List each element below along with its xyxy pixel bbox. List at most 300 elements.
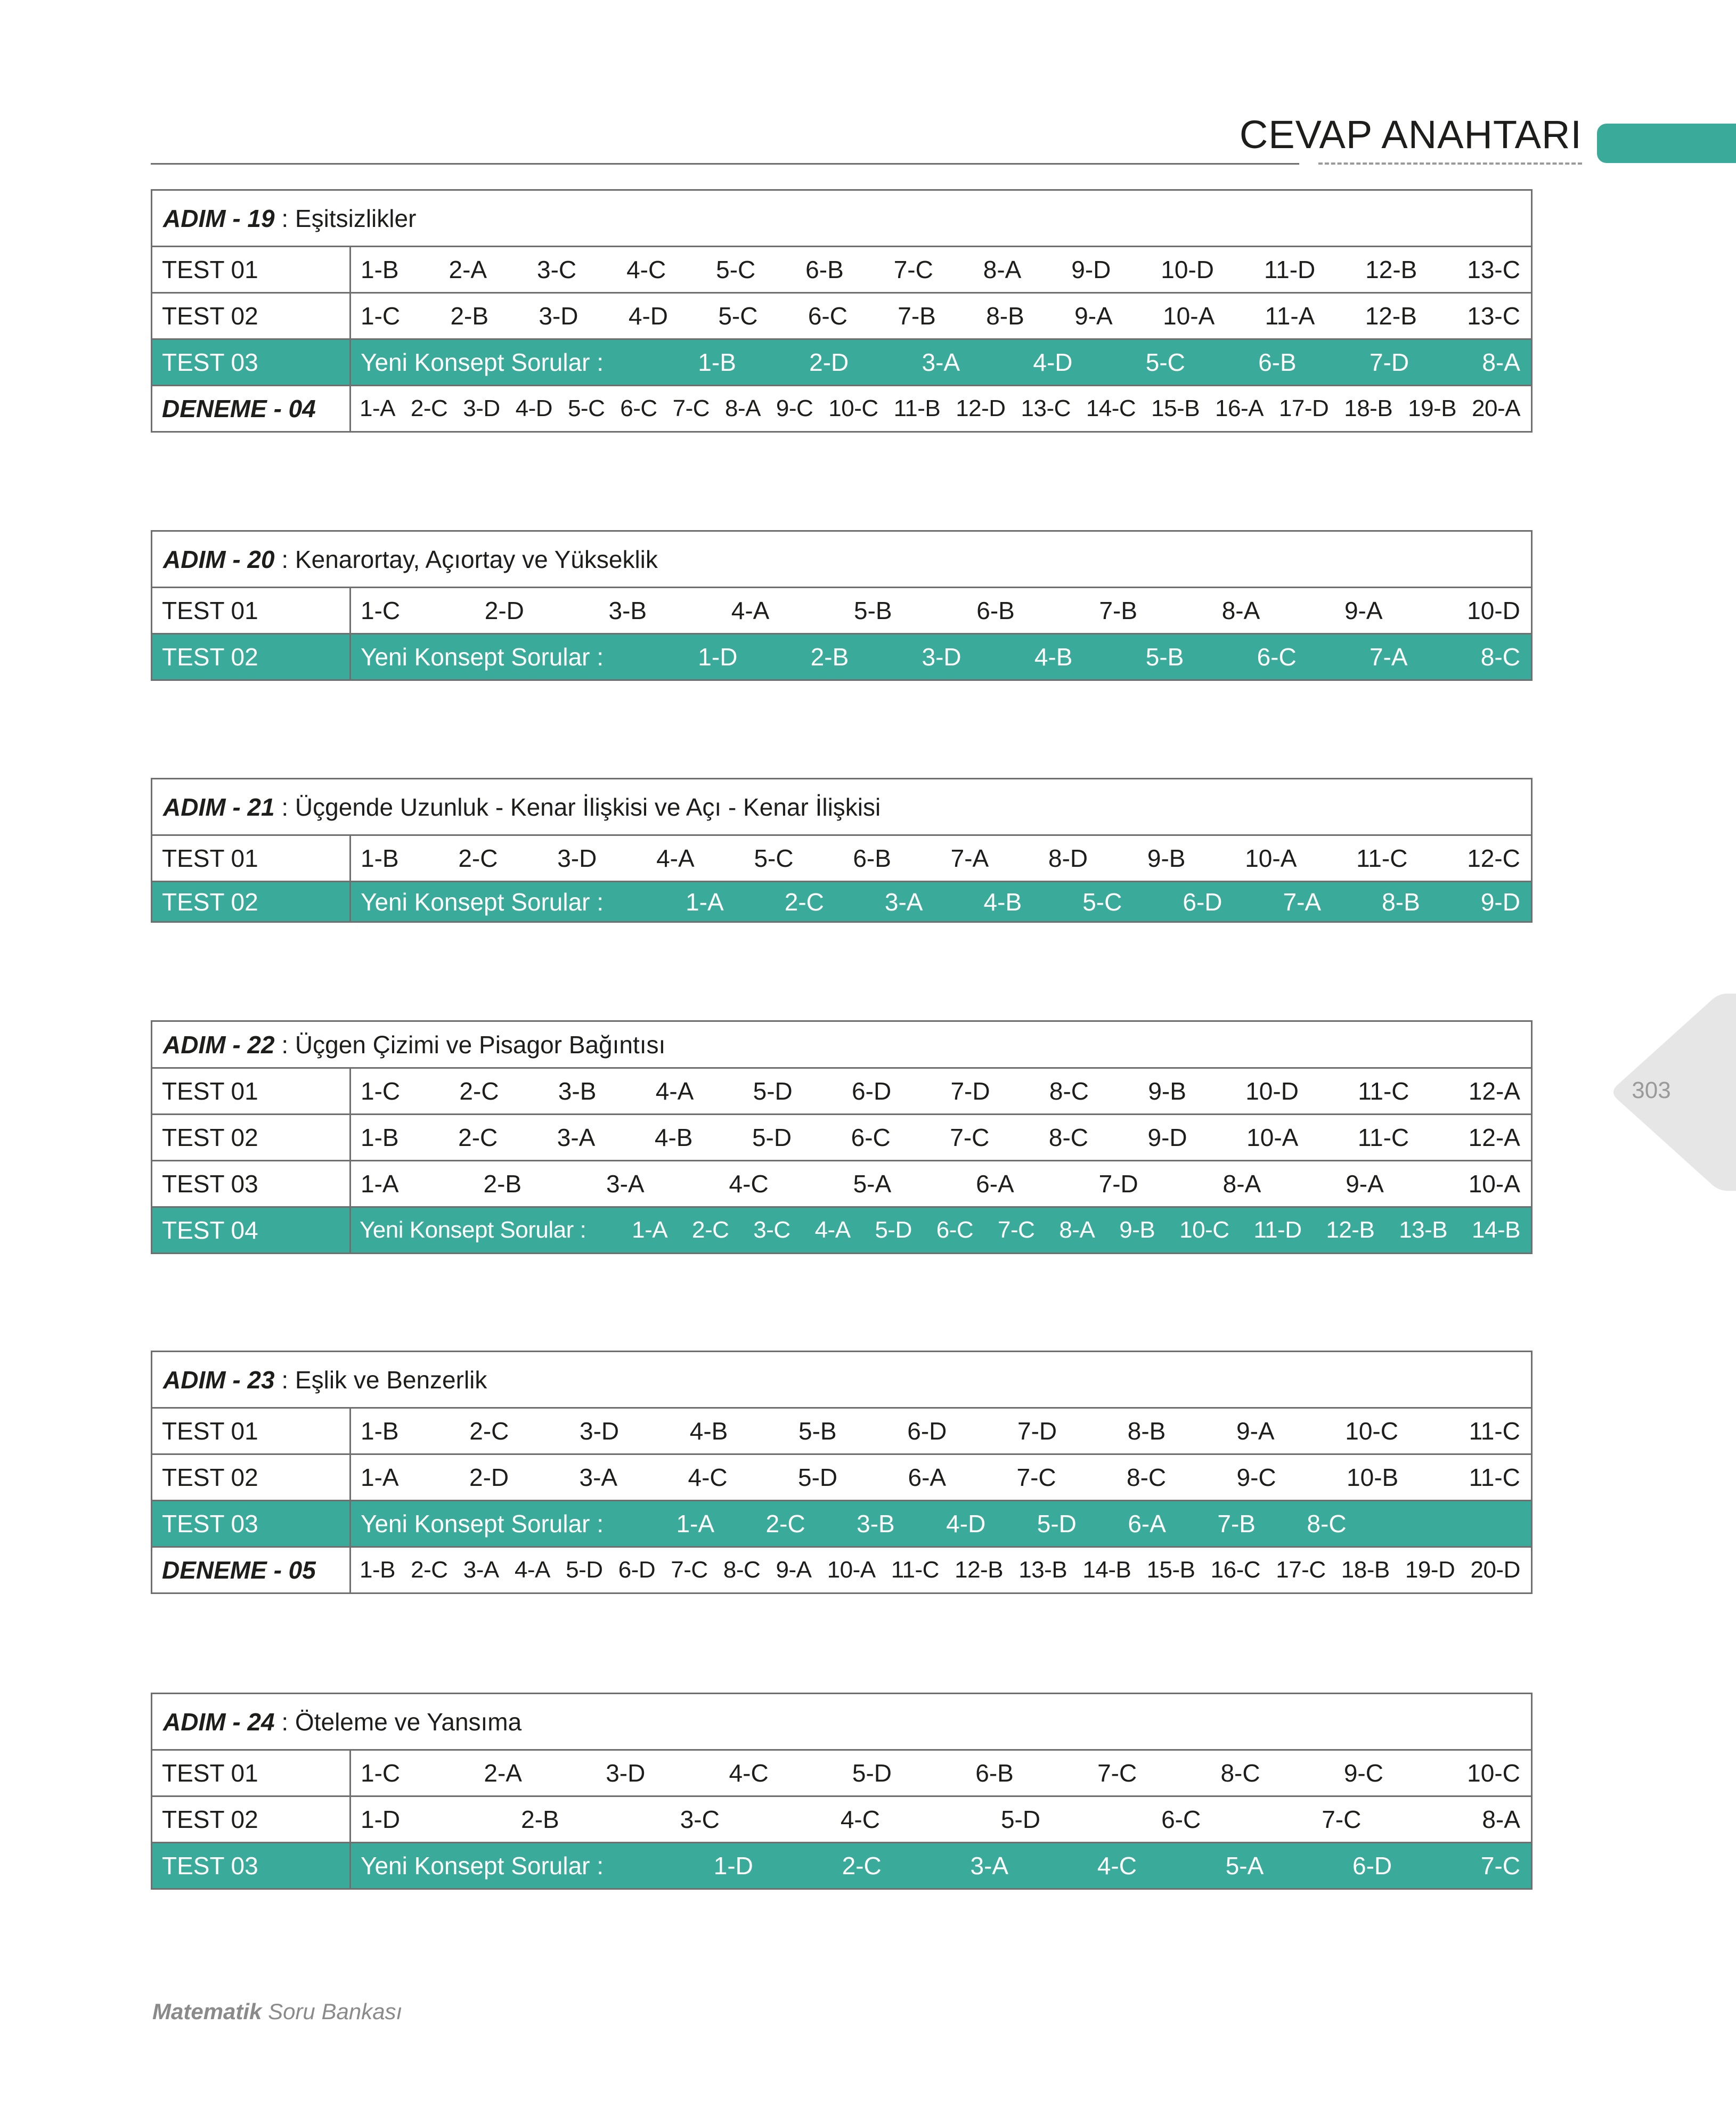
answer-item: 8-C [723,1557,761,1583]
answer-item: 18-B [1341,1557,1390,1583]
answer-item: 16-A [1215,395,1264,421]
table-title [152,532,1531,587]
new-concept-label: Yeni Konsept Sorular : [361,888,604,916]
answer-item: 8-C [1220,1759,1260,1787]
test-label: TEST 01 [152,588,351,633]
table-row [152,1453,1531,1500]
new-concept-label: Yeni Konsept Sorular : [361,1852,604,1880]
answer-item: 7-C [893,256,933,283]
answer-item: 12-D [956,395,1006,421]
answer-item: 3-B [608,597,647,624]
test-label: TEST 02 [152,1797,351,1842]
answer-item: 1-B [698,348,736,376]
answer-item: 6-C [808,302,847,330]
answer-item: 7-C [672,395,710,421]
table-row [152,1546,1531,1592]
step-number: ADIM - 23 [163,1365,275,1394]
answer-table [151,1351,1533,1594]
step-number: ADIM - 22 [163,1030,275,1059]
answer-item: 5-C [1145,348,1185,376]
answer-list [351,1161,1531,1206]
page-number: 303 [1632,1077,1671,1103]
answer-list [351,247,1531,292]
answer-item: 2-C [469,1417,509,1445]
answer-item: 9-C [776,395,813,421]
answer-item: 8-B [986,302,1024,330]
answer-item: 19-D [1405,1557,1455,1583]
answer-item: 9-B [1148,1077,1186,1105]
answer-item: 1-B [361,844,399,872]
answer-item: 4-A [656,844,695,872]
answer-item: 10-C [1179,1217,1229,1243]
answer-item: 4-D [1033,348,1073,376]
answer-item: 7-C [998,1217,1035,1243]
answer-item: 10-B [1347,1463,1399,1491]
test-label: TEST 03 [152,1501,351,1546]
step-topic: : Öteleme ve Yansıma [274,1708,522,1736]
test-label: TEST 02 [152,294,351,338]
answer-item: 4-C [729,1170,769,1198]
answer-item: 6-C [851,1124,891,1151]
answer-item: 1-A [361,1170,399,1198]
test-label: TEST 02 [152,882,351,921]
answer-list [351,1208,1531,1253]
answer-item: 7-C [1322,1806,1362,1833]
answer-item: 3-D [463,395,500,421]
answer-item: 1-B [361,1124,399,1151]
answer-item: 1-A [686,888,724,916]
answer-item: 8-C [1307,1510,1347,1538]
answer-item: 1-C [361,597,401,624]
answer-item: 5-C [567,395,605,421]
answer-item: 9-B [1147,844,1186,872]
answer-item: 3-A [606,1170,645,1198]
answer-item: 5-D [566,1557,603,1583]
test-label: TEST 01 [152,1069,351,1113]
answer-item: 5-B [1145,643,1184,671]
answer-item: 2-B [521,1806,559,1833]
answer-item: 10-A [1246,1124,1299,1151]
answer-item: 9-A [1346,1170,1384,1198]
answer-item: 4-B [983,888,1022,916]
answer-item: 4-C [626,256,666,283]
answer-item: 9-A [1074,302,1113,330]
header-rule [151,163,1299,165]
answer-item: 10-D [1161,256,1215,283]
answer-item: 13-C [1021,395,1071,421]
answer-item: 13-B [1399,1217,1448,1243]
answer-item: 4-D [515,395,553,421]
answer-list [351,1501,1531,1546]
answer-list [351,588,1531,633]
step-number: ADIM - 21 [163,793,275,821]
answer-item: 8-C [1048,1124,1089,1151]
answer-item: 5-C [1082,888,1122,916]
answer-item: 1-C [361,1759,401,1787]
answer-item: 1-C [361,302,401,330]
answer-item: 8-A [1059,1217,1095,1243]
answer-item: 5-B [798,1417,837,1445]
answer-list [351,882,1531,921]
answer-item: 14-B [1082,1557,1131,1583]
test-label: TEST 01 [152,1751,351,1795]
answer-item: 6-A [976,1170,1014,1198]
answer-item: 8-C [1127,1463,1167,1491]
answer-item: 2-D [484,597,524,624]
answer-list [351,1843,1531,1888]
answer-list [351,1548,1531,1592]
answer-item: 3-A [970,1852,1009,1880]
new-concept-label: Yeni Konsept Sorular : [361,1510,604,1538]
answer-item: 9-C [1343,1759,1383,1787]
answer-list [351,836,1531,881]
answer-item: 8-D [1048,844,1088,872]
answer-item: 9-D [1071,256,1111,283]
answer-item: 3-D [557,844,597,872]
answer-item: 3-B [558,1077,597,1105]
answer-item: 5-D [1000,1806,1041,1833]
table-row [152,1795,1531,1842]
answer-item: 6-B [975,1759,1014,1787]
answer-list [351,635,1531,679]
answer-item: 4-C [840,1806,880,1833]
header-dashed-underline [1318,162,1582,165]
answer-item: 11-C [1469,1463,1520,1491]
answer-item: 3-D [539,302,578,330]
answer-item: 13-C [1467,302,1520,330]
answer-item: 7-C [1480,1852,1520,1880]
step-topic: : Kenarortay, Açıortay ve Yükseklik [274,545,658,573]
answer-item: 4-D [946,1510,986,1538]
table-row [152,881,1531,921]
answer-item: 3-A [463,1557,499,1583]
answer-item: 5-A [1225,1852,1264,1880]
answer-item: 5-D [852,1759,892,1787]
footer-subject: Matematik [152,1999,262,2024]
answer-item: 8-A [1222,1170,1261,1198]
answer-item: 9-A [776,1557,812,1583]
answer-item: 6-A [908,1463,947,1491]
step-number: ADIM - 19 [163,204,275,232]
answer-item: 2-C [842,1852,882,1880]
answer-item: 8-C [1049,1077,1089,1105]
answer-item: 4-A [655,1077,694,1105]
answer-item: 2-D [469,1463,509,1491]
table-row [152,1407,1531,1453]
answer-item: 3-A [579,1463,618,1491]
answer-item: 8-C [1480,643,1520,671]
table-title [152,779,1531,834]
answer-item: 2-B [450,302,489,330]
answer-item: 5-D [798,1463,838,1491]
answer-item: 4-C [1097,1852,1137,1880]
answer-item: 7-A [1369,643,1408,671]
answer-item: 6-C [1257,643,1297,671]
answer-item: 4-B [1034,643,1073,671]
answer-item: 3-C [753,1217,790,1243]
answer-item: 1-A [676,1510,715,1538]
test-label: TEST 01 [152,836,351,881]
answer-item: 7-D [950,1077,990,1105]
answer-table [151,1020,1533,1254]
answer-list [351,340,1531,385]
answer-item: 8-A [983,256,1022,283]
table-title [152,1022,1531,1067]
table-row [152,1113,1531,1160]
answer-item: 7-C [950,1124,990,1151]
answer-item: 9-D [1147,1124,1187,1151]
answer-item: 4-C [688,1463,728,1491]
answer-item: 17-D [1278,395,1329,421]
table-row [152,385,1531,431]
table-row [152,1842,1531,1888]
answer-item: 1-B [360,1557,395,1583]
table-row [152,1206,1531,1253]
new-concept-label: Yeni Konsept Sorular : [361,348,604,376]
answer-item: 2-B [810,643,849,671]
answer-item: 10-C [1345,1417,1398,1445]
answer-item: 11-B [893,395,941,421]
answer-item: 6-D [1352,1852,1392,1880]
answer-item: 3-A [884,888,923,916]
answer-item: 4-B [654,1124,693,1151]
answer-item: 4-A [731,597,770,624]
answer-table [151,189,1533,433]
page-title: CEVAP ANAHTARI [1239,112,1582,157]
answer-item: 12-B [955,1557,1004,1583]
answer-item: 10-D [1245,1077,1299,1105]
answer-item: 9-A [1344,597,1383,624]
test-label: TEST 03 [152,340,351,385]
answer-item: 9-D [1480,888,1520,916]
table-row [152,292,1531,338]
answer-item: 19-B [1408,395,1457,421]
answer-item: 11-C [1356,844,1408,872]
answer-item: 12-B [1326,1217,1375,1243]
answer-item: 3-B [857,1510,895,1538]
answer-item: 6-B [1258,348,1297,376]
test-label: TEST 03 [152,1843,351,1888]
test-label: DENEME - 05 [152,1548,351,1592]
answer-item: 17-C [1276,1557,1326,1583]
answer-list [351,1751,1531,1795]
new-concept-label: Yeni Konsept Sorular : [361,643,604,671]
answer-item: 10-A [1163,302,1215,330]
test-label: TEST 03 [152,1161,351,1206]
answer-item: 7-C [1097,1759,1137,1787]
answer-item: 7-D [1017,1417,1057,1445]
answer-item: 6-D [618,1557,656,1583]
answer-item: 3-C [680,1806,720,1833]
table-row [152,338,1531,385]
answer-item: 7-D [1369,348,1409,376]
answer-item: 10-D [1467,597,1520,624]
answer-item: 2-C [458,844,498,872]
table-row [152,1749,1531,1795]
answer-item: 5-D [875,1217,912,1243]
answer-item: 10-A [1245,844,1297,872]
answer-item: 7-A [1283,888,1322,916]
footer-book-title [152,1999,402,2024]
answer-item: 7-B [1099,597,1138,624]
answer-item: 2-A [484,1759,522,1787]
answer-item: 6-B [853,844,891,872]
step-number: ADIM - 20 [163,545,275,573]
answer-item: 7-D [1098,1170,1138,1198]
footer-book-type: Soru Bankası [268,1999,403,2024]
test-label: TEST 02 [152,1455,351,1500]
answer-item: 11-C [1469,1417,1520,1445]
answer-item: 2-C [459,1077,499,1105]
answer-item: 2-A [449,256,487,283]
step-number: ADIM - 24 [163,1708,275,1736]
answer-item: 6-C [620,395,657,421]
answer-item: 11-D [1253,1217,1302,1243]
answer-item: 9-A [1236,1417,1275,1445]
answer-item: 1-B [361,1417,399,1445]
table-row [152,633,1531,679]
answer-table [151,530,1533,681]
answer-item: 16-C [1210,1557,1261,1583]
answer-item: 6-B [976,597,1015,624]
answer-item: 1-C [361,1077,401,1105]
answer-item: 11-C [1357,1124,1409,1151]
table-row [152,1160,1531,1206]
answer-item: 3-D [606,1759,646,1787]
new-concept-label: Yeni Konsept Sorular : [360,1217,586,1243]
answer-item: 3-A [557,1124,596,1151]
header-accent-tab [1597,124,1736,163]
answer-item: 7-C [1016,1463,1056,1491]
answer-item: 2-D [809,348,849,376]
answer-item: 3-C [537,256,577,283]
answer-item: 4-A [814,1217,851,1243]
table-row [152,246,1531,292]
answer-item: 1-D [361,1806,401,1833]
answer-item: 11-C [1358,1077,1409,1105]
answer-item: 2-B [483,1170,522,1198]
answer-item: 8-B [1382,888,1420,916]
answer-item: 4-D [628,302,668,330]
answer-item: 5-B [854,597,892,624]
answer-item: 10-A [1468,1170,1520,1198]
answer-item: 2-C [765,1510,805,1538]
answer-item: 1-D [713,1852,753,1880]
answer-item: 4-C [729,1759,769,1787]
answer-item: 3-D [580,1417,620,1445]
step-topic: : Üçgen Çizimi ve Pisagor Bağıntısı [274,1030,666,1059]
answer-item: 6-A [1128,1510,1166,1538]
answer-item: 10-C [828,395,878,421]
answer-item: 5-C [716,256,756,283]
answer-item: 6-B [805,256,844,283]
step-topic: : Üçgende Uzunluk - Kenar İlişkisi ve Açı - Kenar İlişkisi [274,793,881,821]
test-label: DENEME - 04 [152,386,351,431]
answer-list [351,294,1531,338]
answer-item: 7-A [950,844,989,872]
answer-item: 11-D [1264,256,1316,283]
answer-item: 10-A [827,1557,876,1583]
answer-item: 2-C [691,1217,729,1243]
answer-table [151,778,1533,923]
answer-item: 6-D [907,1417,947,1445]
answer-item: 6-C [1161,1806,1201,1833]
answer-item: 14-B [1472,1217,1520,1243]
answer-item: 12-A [1468,1124,1520,1151]
answer-item: 7-B [898,302,936,330]
answer-item: 20-A [1472,395,1520,421]
test-label: TEST 02 [152,635,351,679]
table-title [152,1694,1531,1749]
answer-item: 5-A [853,1170,892,1198]
answer-list [351,1409,1531,1453]
step-topic: : Eşitsizlikler [274,204,417,232]
answer-item: 8-A [1221,597,1260,624]
table-row [152,834,1531,881]
answer-item: 6-D [852,1077,892,1105]
answer-item: 7-C [671,1557,708,1583]
test-label: TEST 02 [152,1115,351,1160]
answer-item: 8-B [1127,1417,1166,1445]
answer-item: 8-A [1482,1806,1520,1833]
table-row [152,1067,1531,1113]
answer-item: 11-C [891,1557,939,1583]
answer-item: 3-D [922,643,961,671]
answer-item: 8-A [1482,348,1520,376]
answer-item: 5-D [1037,1510,1077,1538]
answer-item: 5-C [718,302,758,330]
answer-item: 10-C [1467,1759,1520,1787]
answer-item: 1-B [361,256,399,283]
answer-item: 6-D [1183,888,1222,916]
answer-list [351,1797,1531,1842]
answer-table [151,1693,1533,1890]
answer-item: 5-D [752,1124,792,1151]
answer-item: 12-B [1365,256,1417,283]
table-row [152,587,1531,633]
answer-item: 11-A [1265,302,1315,330]
answer-list [351,1455,1531,1500]
answer-item: 4-B [689,1417,728,1445]
answer-item: 20-D [1470,1557,1520,1583]
answer-item: 1-D [698,643,738,671]
answer-item: 5-C [754,844,794,872]
step-topic: : Eşlik ve Benzerlik [274,1365,487,1394]
answer-item: 9-B [1119,1217,1155,1243]
answer-list [351,1115,1531,1160]
answer-item: 3-A [922,348,960,376]
table-title [152,1352,1531,1407]
answer-item: 2-C [411,1557,448,1583]
answer-item: 1-A [632,1217,668,1243]
answer-item: 15-B [1146,1557,1195,1583]
answer-item: 2-C [458,1124,498,1151]
answer-item: 13-B [1018,1557,1067,1583]
answer-item: 2-C [784,888,824,916]
answer-item: 8-A [724,395,761,421]
answer-item: 6-C [936,1217,974,1243]
answer-item: 15-B [1151,395,1200,421]
answer-item: 9-C [1236,1463,1276,1491]
answer-item: 2-C [410,395,448,421]
table-title [152,191,1531,246]
table-row [152,1500,1531,1546]
answer-item: 1-A [361,1463,399,1491]
answer-item: 13-C [1467,256,1520,283]
answer-item: 12-A [1468,1077,1520,1105]
answer-item: 4-A [514,1557,550,1583]
answer-list [351,386,1531,431]
